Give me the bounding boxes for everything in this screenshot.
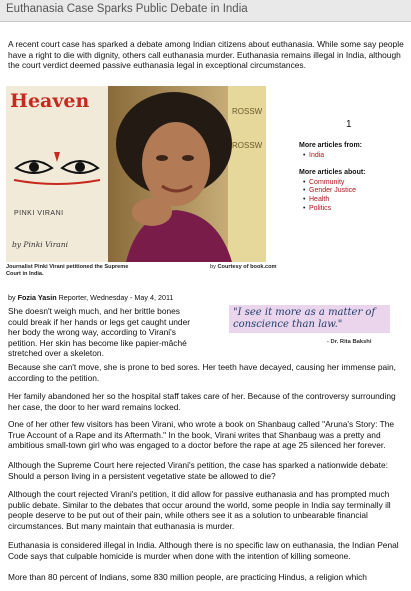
first-paragraph: She doesn't weigh much, and her brittle bones could break if her hands or legs get caught under her body the wrong way, according to Virani's petition. Her skin has become like papier-mâché stretched over a skeleton. [8, 306, 191, 359]
photo-credit: by Courtesy of book.com [210, 264, 277, 270]
article-lede: A recent court case has sparked a debate among Indian citizens about euthanasia. While some say people have a right to die with dignity, others call euthanasia murder. Euthanasia remains illegal in India, although the court verdict deemed passive euthanasia legal in exceptional circumstances. [8, 39, 404, 71]
sidebar-link-gender-justice[interactable]: • Gender Justice [303, 187, 409, 196]
author-name[interactable]: Fozia Yasin [17, 293, 57, 302]
related-articles-sidebar [299, 142, 409, 222]
article-photo [6, 86, 266, 262]
more-about-heading: More articles about: [299, 169, 366, 177]
sidebar-link-india[interactable]: • India [303, 152, 409, 161]
sidebar-link-politics[interactable]: • Politics [303, 205, 409, 214]
paragraph-5: Although the court rejected Virani's petition, it did allow for passive euthanasia and has prompted much public debate. Similar to the debates that occur around the world, some people in India say terminally ill people deserve to be put out of their pain, while others see it as a solution to unbearable financial circumstances. But many maintain that euthanasia is murder. [8, 489, 391, 531]
pull-quote: "I see it more as a matter of conscience than law." [229, 305, 390, 333]
book-cover [6, 86, 108, 262]
page-number: 1 [346, 119, 352, 130]
paragraph-1: Because she can't move, she is prone to bed sores. Her teeth have decayed, causing her immense pain, according to the petition. [8, 362, 397, 383]
more-from-heading: More articles from: [299, 142, 363, 149]
photo-caption: Journalist Pinki Virani petitioned the Supreme Court in India. [6, 264, 129, 277]
paragraph-6: Euthanasia is considered illegal in India. Although there is no specific law on euthanasia, the Indian Penal Code says that culpable homicide is murder when done with the intention of killing someone. [8, 540, 399, 561]
book-cover-title: Heaven [10, 90, 90, 112]
more-about-list [303, 179, 409, 213]
paragraph-4: Although the Supreme Court here rejected Virani's petition, the case has sparked a nationwide debate: Should a person living in a persistent vegetative state be allowed to die? [8, 460, 388, 481]
svg-text:ROSSW: ROSSW [232, 141, 263, 150]
sidebar-link-community[interactable]: • Community [303, 179, 409, 188]
book-cover-name: PINKI VIRANI [14, 210, 64, 217]
sidebar-link-health[interactable]: • Health [303, 196, 409, 205]
paragraph-7: More than 80 percent of Indians, some 830 million people, are practicing Hindus, a religion which [8, 572, 367, 582]
paragraph-3: One of her other few visitors has been Virani, who wrote a book on Shanbaug called "Aruna's Story: The True Account of a Rape and its Aftermath." In the book, Virani writes that Shanbaug was a pretty and ambitious small-town girl who was engaged to a doctor before the rape at age 25 silenced her forever. [8, 419, 395, 451]
svg-text:ROSSW: ROSSW [232, 107, 263, 116]
more-from-list [303, 152, 409, 161]
article-headline: Euthanasia Case Sparks Public Debate in India [0, 0, 411, 22]
portrait-image [108, 86, 266, 262]
book-cover-eyes-art [6, 150, 108, 190]
pull-quote-attribution: - Dr. Rita Bakshi [327, 339, 372, 345]
article-byline: by Fozia Yasin Reporter, Wednesday - May 4, 2011 [8, 293, 174, 302]
paragraph-2: Her family abandoned her so the hospital staff takes care of her. Because of the controversy surrounding her case, the door to her ward remains locked. [8, 391, 396, 412]
book-cover-author: by Pinki Virani [12, 240, 68, 249]
